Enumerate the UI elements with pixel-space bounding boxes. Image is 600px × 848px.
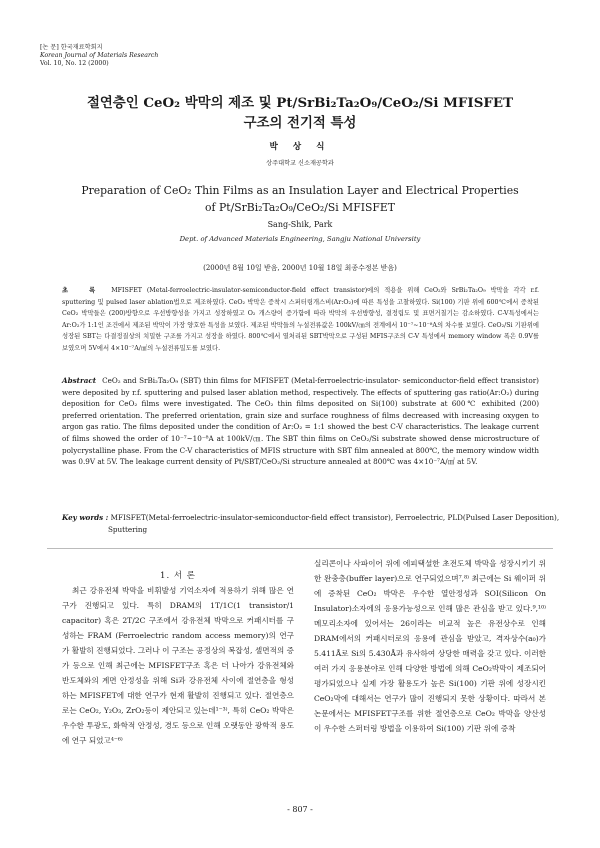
korean-title-line2: 구조의 전기적 특성 bbox=[243, 115, 357, 131]
english-affiliation: Dept. of Advanced Materials Engineering, Sangju National University bbox=[179, 235, 421, 243]
keywords-label: Key words : bbox=[62, 513, 109, 522]
english-abstract-label: Abstract bbox=[62, 376, 97, 385]
english-author: Sang-Shik, Park bbox=[267, 220, 333, 229]
journal-name: Korean Journal of Materials Research bbox=[40, 52, 159, 59]
received-dates: (2000년 8월 10일 받음, 2000년 10월 18일 최종수정본 받음) bbox=[203, 264, 397, 272]
english-abstract-text: CeO₂ and SrBi₂Ta₂O₉ (SBT) thin films for MFISFET (Metal-ferroelectric-insulator- semiconductor-field effect transistor) were deposited by r.f. sputtering and pulsed laser ablation method, respectively. The effects of sputtering gas ratio(Ar:O₂) during deposition for CeO₂ films were investigated. The CeO₂ thin films deposited on Si(100) substrate at 600℃ exhibited (200) preferred orientation. The preferred orientation, grain size and surface roughness of films decreased with increasing oxygen to argon gas ratio. The films deposited under the condition of Ar:O₂ = 1:1 showed the best C-V characteristics. The leakage current of films showed the order of 10⁻⁷~10⁻⁸A at 100kV/㎝. The SBT thin films on CeO₂/Si substrate showed dense microstructure of polycrystalline phase. From the C-V characteristics of MFIS structure with SBT film annealed at 800℃, the memory window width was 0.9V at 5V. The leakage current density of Pt/SBT/CeO₂/Si structure annealed at 800℃ was 4×10⁻⁷A/㎠ at 5V. bbox=[62, 376, 539, 467]
korean-abstract bbox=[62, 285, 539, 355]
body-right-column: 실리콘이나 사파이어 위에 에피택셜한 초전도체 박막을 성장시키기 위한 완충층(buffer layer)으로 연구되었으며⁷,⁸⁾ 최근에는 Si 웨이퍼 위에 증착된 CeO₂ 박막은 우수한 열안정성과 SOI(Silicon On Insulator)소자에의 응용가능성으로 인해 많은 관심을 받고 있다.⁹,¹⁰⁾ 메모리소자에 있어서는 26이라는 비교적 높은 유전상수로 인해 DRAM에서의 커패시터로의 응용에 관심을 받았고, 격자상수(a₀)가 5.411Å로 Si의 5.430Å과 유사하여 상당한 매력을 갖고 있다. 이러한 여러 가지 응용분야로 인해 다양한 방법에 의해 CeO₂박막이 제조되어 평가되었으나 실제 가장 활용도가 높은 Si(100) 기판 위에 성장시킨 CeO₂막에 대해서는 연구가 많이 진행되지 못한 상황이다. 따라서 본 논문에서는 MFISFET구조를 위한 절연층으로 CeO₂ 박막을 양산성이 우수한 스퍼터링 방법을 이용하여 Si(100) 기판 위에 증착 bbox=[314, 559, 546, 733]
english-title-line2: of Pt/SrBi₂Ta₂O₉/CeO₂/Si MFISFET bbox=[205, 201, 395, 214]
section-1-heading: 1. 서 론 bbox=[160, 571, 196, 581]
english-title-line1: Preparation of CeO₂ Thin Films as an Insulation Layer and Electrical Properties bbox=[81, 184, 519, 197]
section-divider bbox=[47, 548, 553, 549]
korean-title bbox=[0, 93, 600, 133]
journal-volume: Vol. 10, No. 12 (2000) bbox=[40, 60, 109, 67]
korean-affiliation: 상주대학교 신소재공학과 bbox=[266, 160, 334, 167]
body-left-column: 최근 강유전체 박막을 비휘발성 기억소자에 적용하기 위해 많은 연구가 진행되고 있다. 특히 DRAM의 1T/1C(1 transistor/1 capacitor) 혹은 2T/2C 구조에서 강유전체 박막으로 커패시터를 구성하는 FRAM (Ferroelectric random access memory)의 연구가 활발히 진행되었다. 그러나 이 구조는 공정상의 복잡성, 셀면적의 증가 등으로 인해 최근에는 MFISFET구조 혹은 더 나아가 강유전체와 반도체와의 계면 안정성을 위해 Si과 강유전체 사이에 절연층을 형성하는 MFISFET에 대한 연구가 현재 활발히 진행되고 있다. 절연층으로는 CeO₂, Y₂O₃, ZrO₂등이 제안되고 있는데¹⁻³⁾, 특히 CeO₂ 박막은 우수한 투광도, 화학적 안정성, 경도 등으로 인해 오랫동안 광학적 용도에 연구 되었고⁴⁻⁶⁾ bbox=[62, 586, 294, 745]
keywords bbox=[62, 512, 585, 536]
journal-info bbox=[40, 44, 158, 68]
korean-abstract-text: MFISFET (Metal-ferroelectric-insulator-semiconductor-field effect transistor)에의 적용을 위해 CeO₂와 SrBi₂Ta₂O₉ 박막을 각각 r.f. sputtering 및 pulsed laser ablation법으로 제조하였다. CeO₂ 박막은 증착시 스퍼터링개스비(Ar:O₂)에 따른 특성을 고찰하였다. Si(100) 기판 위에 600℃에서 증착된 CeO₂ 박막들은 (200)방향으로 우선방향성을 가지고 성장하였고 O₂ 개스량이 증가함에 따라 박막의 우선방향성, 결정립도 및 표면거칠기는 감소하였다. C-V특성에서는 Ar:O₂가 1:1인 조건에서 제조된 박막이 가장 양호한 특성을 보였다. 제조된 박막들의 누설전류값은 100kV/㎝의 전계에서 10⁻⁷~10⁻⁸A의 차수를 보였다. CeO₂/Si 기판위에 성장된 SBT는 다결정질상의 치밀한 구조를 가지고 성장을 하였다. 800℃에서 열처리된 SBT박막으로 구성된 MFIS구조의 C-V 특성에서 memory window 폭은 0.9V를 보였으며 5V에서 4×10⁻⁷A/㎠의 누설전류밀도를 보였다. bbox=[62, 287, 539, 352]
english-title bbox=[0, 182, 600, 216]
keywords-text: MFISFET(Metal-ferroelectric-insulator-semiconductor-field effect transistor), Ferroelectric, PLD(Pulsed Laser Deposition), Sputtering bbox=[108, 513, 560, 534]
korean-author: 박 상 식 bbox=[269, 142, 331, 152]
korean-title-line1: 절연층인 CeO₂ 박막의 제조 및 Pt/SrBi₂Ta₂O₉/CeO₂/Si MFISFET bbox=[86, 95, 514, 111]
english-abstract bbox=[62, 375, 539, 468]
page-number: - 807 - bbox=[287, 805, 313, 814]
korean-abstract-label: 초 록 bbox=[62, 287, 104, 294]
journal-category: [논 문] 한국재료학회지 bbox=[40, 44, 103, 51]
